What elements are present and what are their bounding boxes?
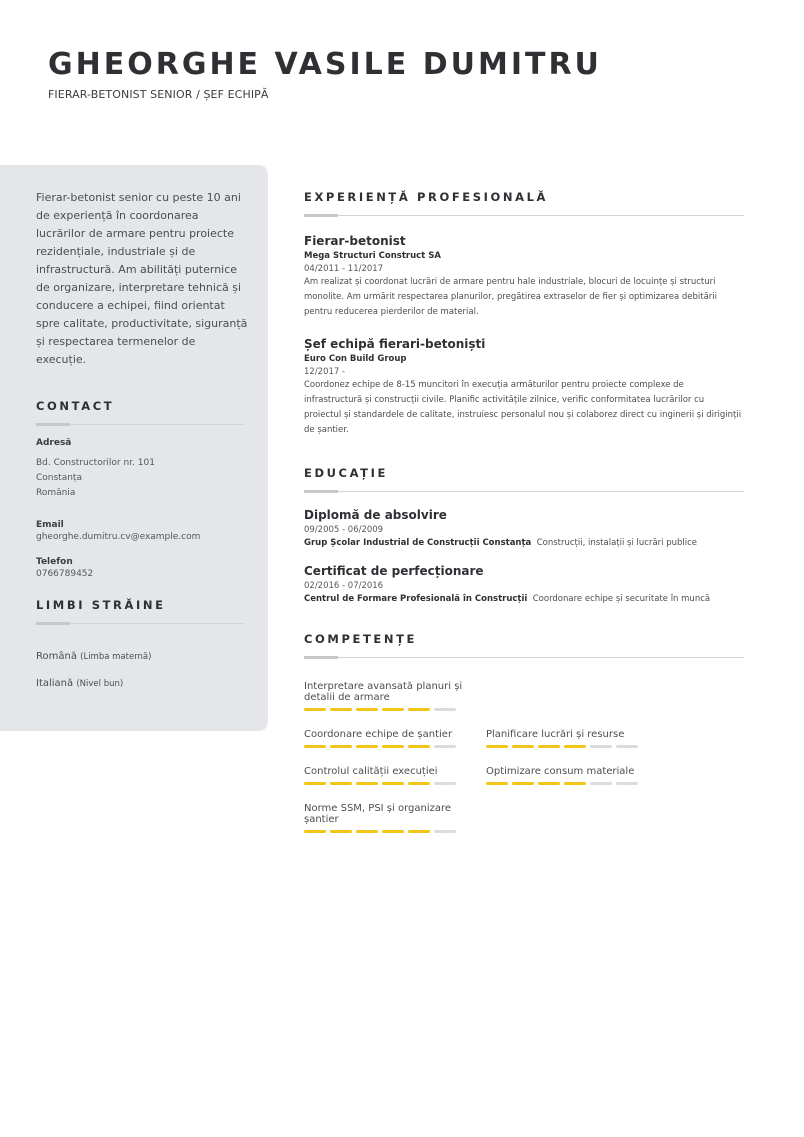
skill-level-segment (330, 830, 352, 833)
skill-name: Controlul calității execuției (304, 766, 438, 778)
skills-heading: COMPETENȚE (304, 632, 417, 647)
skill-level-bar (304, 782, 486, 785)
skill-level-segment (330, 782, 352, 785)
education-section (304, 466, 744, 604)
skill-level-segment (434, 830, 456, 833)
resume-header (48, 46, 602, 101)
skill-name: Norme SSM, PSI și organizare șantier (304, 803, 452, 826)
section-divider (304, 656, 744, 659)
skill-level-segment (330, 745, 352, 748)
skill-level-segment (382, 745, 404, 748)
job-description: Coordonez echipe de 8-15 muncitori în execuția armăturilor pentru proiecte complexe de infrastructură și construcții civile. Planific activitățile zilnice, verific conformitatea lucrărilor cu proiectul și standardele de calitate, instruiesc personalul nou și colaborez direct cu inginerii și diriginții de șantier. (304, 379, 742, 436)
education-entry (304, 564, 744, 604)
skill-level-segment (356, 782, 378, 785)
skill-level-segment (590, 782, 612, 785)
skill-level-segment (408, 708, 430, 711)
skill-level-segment (564, 745, 586, 748)
language-item: Italiană (Nivel bun) (36, 678, 124, 689)
phone-label: Telefon (36, 557, 73, 567)
skill-level-segment (538, 782, 560, 785)
main-content (304, 190, 744, 833)
section-divider (304, 214, 744, 217)
skill-level-segment (408, 830, 430, 833)
skill-level-segment (616, 782, 638, 785)
skill-level-bar (486, 745, 668, 748)
skill-level-segment (538, 745, 560, 748)
skill-level-segment (486, 745, 508, 748)
address-label: Adresă (36, 438, 72, 448)
education-heading: EDUCAȚIE (304, 466, 388, 481)
skill-level-bar (304, 708, 486, 711)
skill-name: Planificare lucrări și resurse (486, 729, 625, 741)
job-company: Mega Structuri Construct SA (304, 251, 441, 261)
skill-level-segment (616, 745, 638, 748)
job-title: Șef echipă fierari-betoniști (304, 336, 486, 351)
skill-name: Interpretare avansată planuri și detalii de armare (304, 681, 463, 704)
job-entry (304, 234, 744, 321)
skills-section (304, 632, 744, 833)
skill-level-segment (512, 782, 534, 785)
skill-level-segment (564, 782, 586, 785)
section-divider (36, 622, 244, 625)
skill-item (486, 729, 668, 748)
skill-item (304, 681, 486, 711)
skill-item (486, 766, 668, 785)
phone-value[interactable]: 0766789452 (36, 569, 94, 579)
section-divider (304, 490, 744, 493)
contact-heading: CONTACT (36, 399, 115, 413)
address-line: Constanța (36, 473, 82, 483)
contact-section (36, 399, 244, 582)
education-dates: 09/2005 - 06/2009 (304, 525, 384, 536)
skill-level-segment (512, 745, 534, 748)
profile-summary: Fierar-betonist senior cu peste 10 ani de experiență în coordonarea lucrărilor de armare pentru proiecte rezidențiale, industriale și de infrastructură. Am abilități puternice de organizare, interpretare tehnică și conducere a echipei, fiind orientat spre calitate, productivitate, siguranță și respectarea termenelor de execuție. (36, 191, 248, 366)
job-entry (304, 337, 744, 439)
skill-level-segment (356, 830, 378, 833)
education-title: Diplomă de absolvire (304, 508, 447, 523)
candidate-title: FIERAR-BETONIST SENIOR / ȘEF ECHIPĂ (48, 88, 269, 101)
address-line: România (36, 488, 76, 498)
skill-level-segment (356, 745, 378, 748)
skill-level-segment (434, 782, 456, 785)
skill-level-segment (304, 745, 326, 748)
job-title: Fierar-betonist (304, 234, 406, 248)
skill-level-bar (486, 782, 668, 785)
skill-level-segment (382, 830, 404, 833)
skill-level-segment (382, 708, 404, 711)
candidate-name: GHEORGHE VASILE DUMITRU (48, 47, 602, 82)
skill-name: Coordonare echipe de șantier (304, 729, 453, 741)
skill-name: Optimizare consum materiale (486, 766, 635, 778)
skill-level-segment (330, 708, 352, 711)
skill-level-segment (304, 708, 326, 711)
experience-section (304, 190, 744, 438)
languages-section (36, 598, 244, 689)
skill-level-segment (434, 708, 456, 711)
skill-item (304, 766, 486, 785)
address-line: Bd. Constructorilor nr. 101 (36, 458, 155, 468)
job-dates: 04/2011 - 11/2017 (304, 264, 384, 274)
skill-level-segment (382, 782, 404, 785)
education-institution: Grup Școlar Industrial de Construcții Constanța Construcții, instalații și lucrări publice (304, 538, 698, 549)
job-description: Am realizat și coordonat lucrări de armare pentru hale industriale, blocuri de locuințe și structuri monolite. Am urmărit respectarea planurilor, pregătirea extraselor de fier și optimizarea debitării pentru reducerea pierderilor de material. (304, 277, 718, 318)
skill-level-segment (304, 830, 326, 833)
skill-item (304, 803, 486, 833)
skill-level-segment (356, 708, 378, 711)
skill-level-segment (408, 782, 430, 785)
email-value[interactable]: gheorghe.dumitru.cv@example.com (36, 532, 201, 542)
skill-item (304, 729, 486, 748)
skill-level-segment (590, 745, 612, 748)
languages-heading: LIMBI STRĂINE (36, 598, 166, 612)
skill-level-segment (304, 782, 326, 785)
sidebar-panel (0, 165, 268, 731)
language-item: Română (Limba maternă) (36, 651, 152, 662)
education-entry (304, 508, 744, 548)
skill-level-bar (304, 745, 486, 748)
skill-level-segment (486, 782, 508, 785)
education-institution: Centrul de Formare Profesională în Construcții Coordonare echipe și securitate în muncă (304, 594, 711, 605)
job-dates: 12/2017 - (304, 366, 346, 377)
skill-level-segment (408, 745, 430, 748)
skill-level-segment (434, 745, 456, 748)
education-title: Certificat de perfecționare (304, 564, 484, 579)
experience-heading: EXPERIENȚĂ PROFESIONALĂ (304, 190, 549, 204)
email-label: Email (36, 520, 64, 530)
job-company: Euro Con Build Group (304, 353, 407, 364)
section-divider (36, 423, 244, 426)
education-dates: 02/2016 - 07/2016 (304, 581, 384, 592)
skill-level-bar (304, 830, 486, 833)
